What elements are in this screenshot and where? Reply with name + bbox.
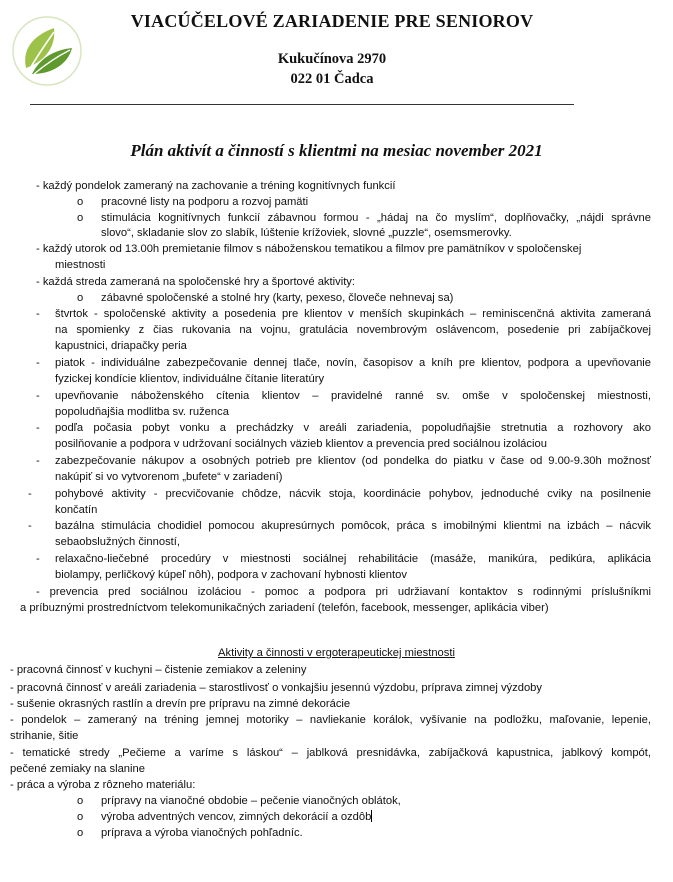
dash-marker: - [36,422,40,434]
plan-line: pracovné listy na podporu a rozvoj pamäti [101,196,309,208]
ergo-line: - pondelok – zameraný na tréning jemnej motoriky – navliekanie korálok, vyšívanie na podložku, maľovanie, lepenie, [10,714,651,726]
plan-line: biolampy, perličkový kúpeľ nôh), podpora v zachovaní hybnosti klientov [55,569,407,581]
plan-line: popoludňajšia modlitba sv. ruženca [55,406,229,418]
ergo-line: strihanie, šitie [10,730,79,742]
plan-line: bazálna stimulácia chodidiel pomocou akupresúrnych pomôcok, práca s imobilnými klientmi na izbách – nácvik [55,520,651,532]
dash-marker: - [28,488,32,500]
dash-marker: - [36,308,40,320]
bullet-marker: o [77,292,84,304]
bullet-marker: o [77,196,84,208]
bullet-marker: o [77,827,84,839]
dash-marker: - [36,455,40,467]
ergo-line: prípravy na vianočné obdobie – pečenie vianočných oblátok, [101,795,401,807]
plan-title: Plán aktivít a činností s klientmi na mesiac november 2021 [130,141,543,160]
header-divider [30,104,574,105]
plan-line: končatín [55,504,98,516]
plan-line: posilňovanie a podpora v udržovaní sociálnych väzieb klientov a prevencia pred sociálnou izoláciou [55,438,547,450]
ergo-line: pečené zemiaky na slanine [10,763,145,775]
plan-line: kapustnici, driapačky peria [55,340,187,352]
address-city: 022 01 Čadca [290,71,374,87]
ergo-line: výroba adventných vencov, zimných dekorácií a ozdôb [101,811,372,823]
address-street: Kukučínova 2970 [277,51,387,67]
plan-line: - prevencia pred sociálnou izoláciou - pomoc a podpora pri udržiavaní kontaktov s rodinnými príslušníkmi [36,586,651,598]
dash-marker: - [36,390,40,402]
dash-marker: - [36,553,40,565]
plan-line: piatok - individuálne zabezpečovanie dennej tlače, novín, časopisov a kníh pre klientov, podpora a upevňovanie [55,357,651,369]
ergo-line: - pracovná činnosť v kuchyni – čistenie zemiakov a zeleniny [10,664,307,676]
ergo-line: - práca a výroba z rôzneho materiálu: [10,779,196,791]
plan-line: zábavné spoločenské a stolné hry (karty, pexeso, človeče nehnevaj sa) [101,292,454,304]
leaf-logo-icon [10,14,84,88]
plan-line: upevňovanie náboženského cítenia klientov – pravidelné ranné sv. omše v spoločenskej miestnosti, [55,390,651,402]
bullet-marker: o [77,811,84,823]
plan-line: - každý utorok od 13.00h premietanie filmov s náboženskou tematikou a filmov pre pamätníkov v spoločenskej [36,243,582,255]
plan-line: sebaobslužných činností, [55,536,181,548]
text-cursor [371,810,372,822]
ergo-line-with-cursor[interactable] [101,810,372,824]
plan-line: pohybové aktivity - precvičovanie chôdze, nácvik stoja, koordinácie pohybov, jednoduché cviky na posilnenie [55,488,651,500]
plan-line: podľa počasia pobyt vonku a prechádzky v areáli zariadenia, popoludňajšie stretnutia a rozhovory ako [55,422,651,434]
ergo-line: príprava a výroba vianočných pohľadníc. [101,827,303,839]
plan-line: štvrtok - spoločenské aktivity a posedenia pre klientov v menších skupinkách – reminiscenčná aktivita zameraná [55,308,651,320]
plan-line: stimulácia kognitívnych funkcií zábavnou formou - „hádaj na čo myslím“, doplňovačky, „nájdi správne [101,212,651,224]
plan-line: fyzickej kondície klientov, individuálne čítanie literatúry [55,373,325,385]
plan-line: - každý pondelok zameraný na zachovanie a tréning kognitívnych funkcií [36,180,396,192]
organization-name: VIACÚČELOVÉ ZARIADENIE PRE SENIOROV [130,11,534,31]
plan-line: zabezpečovanie nákupov a osobných potrieb pre klientov (od pondelka do piatku v čase od 9.00-9.30h možnosť [55,455,651,467]
plan-line: relaxačno-liečebné procedúry v miestnosti sociálnej rehabilitácie (masáže, manikúra, pedikúra, aplikácia [55,553,651,565]
plan-line: na spomienky z čias rukovania na vojnu, gratulácia novembrovým oslávencom, posedenie pri zabíjačkovej [55,324,651,336]
dash-marker: - [28,520,32,532]
ergo-line: - tematické stredy „Pečieme a varíme s láskou“ – jablková presnidávka, zabíjačková kapustnica, jablkový kompót, [10,747,651,759]
bullet-marker: o [77,795,84,807]
plan-line: miestnosti [55,259,106,271]
plan-line: slovo“, skladanie slov zo slabík, lúštenie krížoviek, slovné „puzzle“, osemsmerovky. [101,227,512,239]
dash-marker: - [36,357,40,369]
plan-line: nakúpiť si vo vytvorenom „bufete“ v zariadení) [55,471,283,483]
ergo-line: - sušenie okrasných rastlín a drevín pre prípravu na zimné dekorácie [10,698,351,710]
bullet-marker: o [77,212,84,224]
ergo-line: - pracovná činnosť v areáli zariadenia – starostlivosť o vonkajšiu jesennú výzdobu, príprava zimnej výzdoby [10,682,542,694]
ergo-section-title: Aktivity a činnosti v ergoterapeutickej miestnosti [218,647,455,659]
plan-line: - každá streda zameraná na spoločenské hry a športové aktivity: [36,276,356,288]
plan-line: a príbuznými prostredníctvom telekomunikačných zariadení (telefón, facebook, messenger, aplikácia viber) [20,602,549,614]
